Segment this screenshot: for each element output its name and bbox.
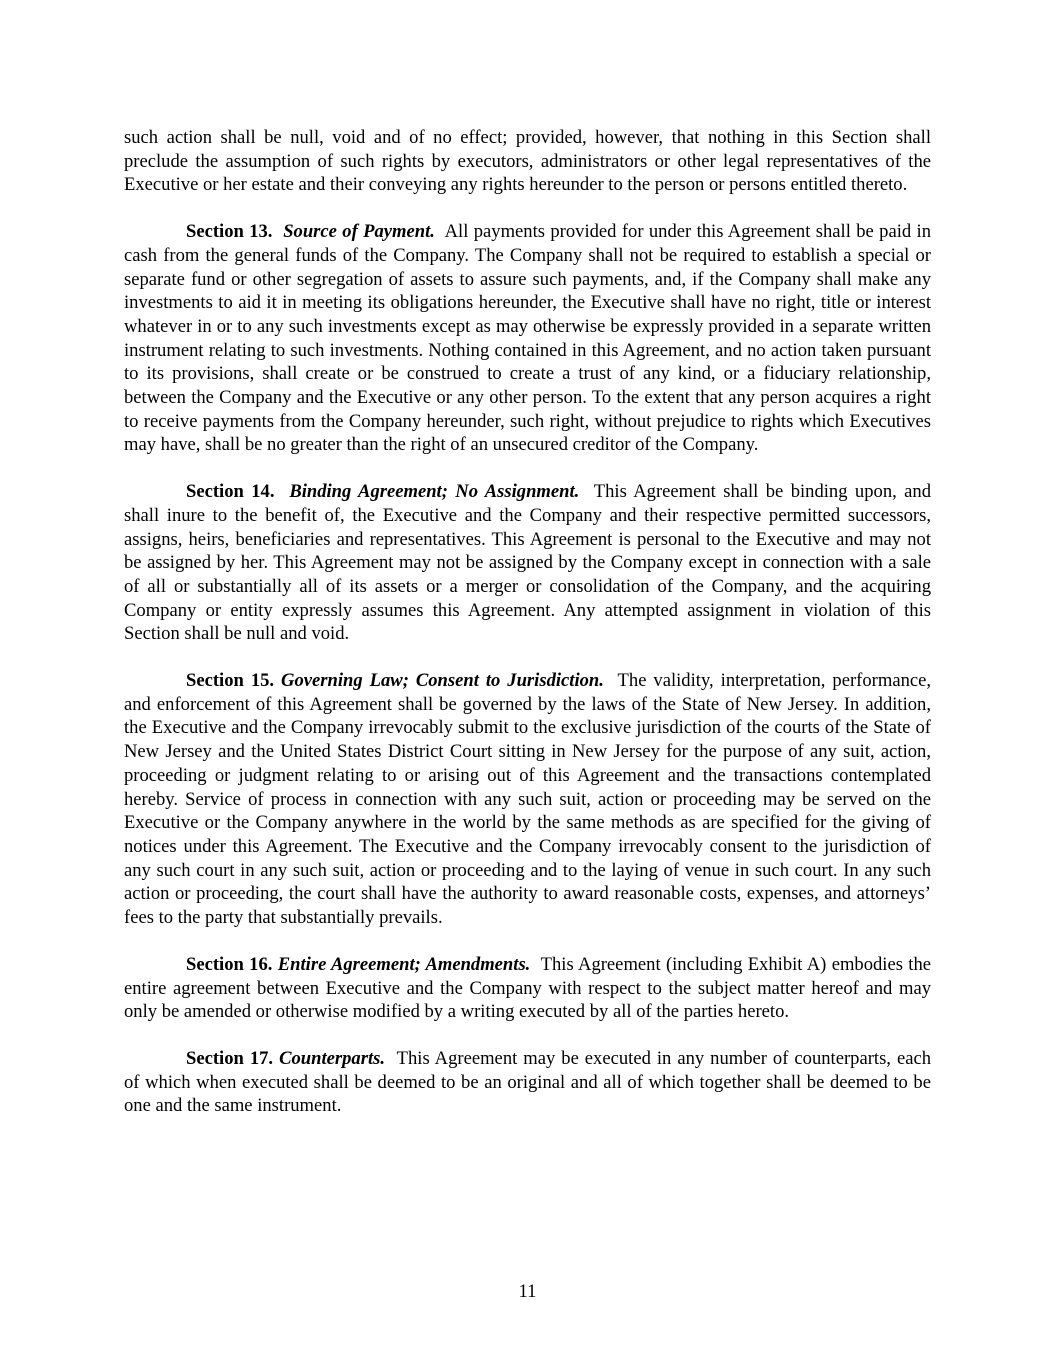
section-17-body: This Agreement may be executed in any number of counterparts, each of which when executed shall be deemed to be an original and all of which together shall be deemed to be one and the same instrument. <box>124 1047 932 1117</box>
section-15-body: The validity, interpretation, performance, and enforcement of this Agreement shall be governed by the laws of the State of New Jersey. In addition, the Executive and the Company irrevocably submit to the exclusive jurisdiction of the courts of the State of New Jersey and the United States District Court sitting in New Jersey for the purpose of any suit, action, proceeding or judgment relating to or arising out of this Agreement and the transactions contemplated hereby. Service of process in connection with any such suit, action or proceeding may be served on the Executive or the Company anywhere in the world by the same methods as are specified for the giving of notices under this Agreement. The Executive and the Company irrevocably consent to the jurisdiction of any such court in any such suit, action or proceeding and to the laying of venue in such court. In any such action or proceeding, the court shall have the authority to award reasonable costs, expenses, and attorneys’ fees to the party that substantially prevails. <box>124 670 932 929</box>
section-16-paragraph <box>124 953 931 1024</box>
section-13-body: All payments provided for under this Agreement shall be paid in cash from the general funds of the Company. The Company shall not be required to establish a special or separate fund or other segregation of assets to assure such payments, and, if the Company shall make any investments to aid it in meeting its obligations hereunder, the Executive shall have no right, title or interest whatever in or to any such investments except as may otherwise be expressly provided in a separate written instrument relating to such investments. Nothing contained in this Agreement, and no action taken pursuant to its provisions, shall create or be construed to create a trust of any kind, or a fiduciary relationship, between the Company and the Executive or any other person. To the extent that any person acquires a right to receive payments from the Company hereunder, such right, without prejudice to rights which Executives may have, shall be no greater than the right of an unsecured creditor of the Company. <box>124 221 931 456</box>
section-16-number: Section 16. <box>186 953 273 975</box>
section-15-number: Section 15. <box>186 670 275 692</box>
continuation-paragraph: such action shall be null, void and of no effect; provided, however, that nothing in this Section shall preclude the assumption of such rights by executors, administrators or other legal representatives of the Executive or her estate and their conveying any rights hereunder to the person or persons entitled thereto. <box>124 127 931 196</box>
section-17-number: Section 17. <box>186 1047 274 1069</box>
section-15-paragraph <box>124 669 931 930</box>
section-14-body: This Agreement shall be binding upon, and shall inure to the benefit of, the Executive and the Company and their respective permitted successors, assigns, heirs, beneficiaries and representatives. This Agreement is personal to the Executive and may not be assigned by her. This Agreement may not be assigned by the Company except in connection with a sale of all or substantially all of its assets or a merger or consolidation of the Company, and the acquiring Company or entity expressly assumes this Agreement. Any attempted assignment in violation of this Section shall be null and void. <box>124 481 932 645</box>
section-16-title: Entire Agreement; Amendments. <box>277 953 531 975</box>
document-page <box>124 126 931 1141</box>
section-14-title: Binding Agreement; No Assignment. <box>289 481 580 503</box>
section-14-paragraph <box>124 480 931 646</box>
section-13-title: Source of Payment. <box>283 221 435 243</box>
section-15-title: Governing Law; Consent to Jurisdiction. <box>281 670 604 692</box>
section-13-paragraph <box>124 220 931 457</box>
section-17-paragraph <box>124 1047 931 1118</box>
section-13-number: Section 13. <box>186 221 273 243</box>
page-number: 11 <box>518 1281 537 1302</box>
section-14-number: Section 14. <box>186 481 275 503</box>
section-16-body: This Agreement (including Exhibit A) embodies the entire agreement between Executive and the Company with respect to the subject matter hereof and may only be amended or otherwise modified by a writing executed by all of the parties hereto. <box>124 953 932 1023</box>
section-17-title: Counterparts. <box>279 1047 385 1069</box>
